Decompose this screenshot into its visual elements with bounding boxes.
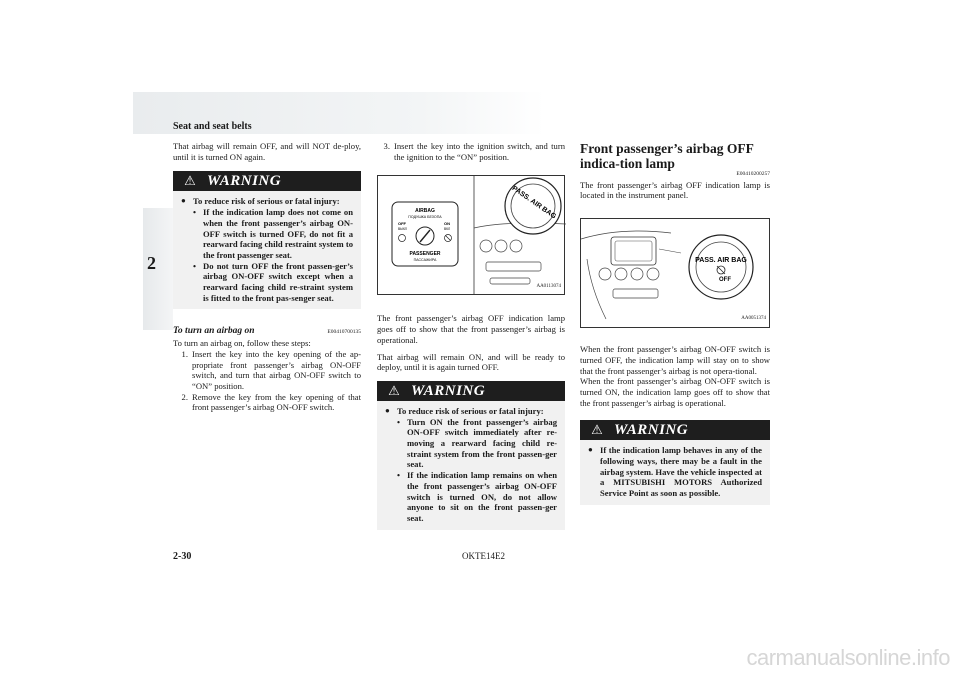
- lamp-label: PASS. AIR BAG: [510, 185, 558, 221]
- figure-code: AA0051374: [741, 316, 766, 322]
- bullet-icon: ●: [385, 405, 390, 415]
- warning-title: WARNING: [614, 421, 689, 438]
- subheading-text: To turn an airbag on: [173, 326, 255, 337]
- warning-triangle-icon: ⚠: [184, 173, 196, 189]
- step-item: 3. Insert the key into the ignition switch, and turn the ignition to the “ON” position.: [383, 141, 565, 162]
- bullet-icon: ●: [588, 445, 593, 455]
- lamp-off-label: OFF: [719, 277, 731, 284]
- switch-top-label-ru: ПОДУШКА БЕЗОПА: [408, 215, 442, 220]
- warning-body: [580, 440, 770, 499]
- instrument-panel-drawing: [581, 219, 771, 327]
- doc-code: OKTE14E2: [462, 551, 505, 561]
- bullet-icon: ●: [181, 196, 186, 206]
- switch-illustration: [377, 175, 565, 295]
- paragraph: That airbag will remain ON, and will be ready to deploy, until it is again turned OFF.: [377, 351, 565, 373]
- warning-header: [377, 381, 565, 401]
- section-title: Seat and seat belts: [173, 121, 252, 132]
- warning-box: [580, 420, 770, 505]
- steps-intro: To turn an airbag on, follow these steps:: [173, 338, 311, 349]
- warning-title: WARNING: [411, 382, 486, 399]
- warning-triangle-icon: ⚠: [388, 382, 400, 398]
- instrument-panel-illustration: [580, 218, 770, 328]
- warning-body: [377, 401, 565, 524]
- on-label: ON: [444, 221, 450, 227]
- warning-title: WARNING: [207, 173, 282, 190]
- section-heading-code: E00410200257: [736, 171, 770, 177]
- warning-header: [580, 420, 770, 440]
- warning-body: [173, 191, 361, 303]
- switch-top-label: AIRBAG: [415, 208, 435, 215]
- off-label-ru: ВЫКЛ: [398, 227, 407, 232]
- page-number: 2-30: [173, 551, 192, 562]
- intro-paragraph: That airbag will remain OFF, and will NOT de-ploy, until it is turned ON again.: [173, 141, 361, 162]
- warning-triangle-icon: ⚠: [591, 421, 603, 437]
- column-3: [580, 141, 770, 505]
- airbag-switch-drawing: [378, 176, 566, 294]
- paragraph: When the front passenger’s airbag ON-OFF switch is turned ON, the indication lamp goes off to show that the front passenger’s airbag is operational.: [580, 376, 770, 408]
- chapter-number: 2: [147, 253, 156, 273]
- warning-box: [377, 381, 565, 530]
- section-heading: Front passenger’s airbag OFF indica-tion lamp: [580, 141, 754, 171]
- warning-item: • Do not turn OFF the front passen-ger’s airbag ON-OFF switch except when a rearward facing child re-straint system is fitted to the front pas-senger seat.: [193, 260, 353, 303]
- warning-item: • Turn ON the front passenger’s airbag ON-OFF switch immediately after re-moving a rearward facing child re-straint system from the front passen-ger seat.: [397, 416, 557, 470]
- warning-lead: To reduce risk of serious or fatal injury:: [193, 196, 340, 207]
- switch-bottom-label: PASSENGER: [409, 251, 441, 258]
- warning-item: • If the indication lamp does not come on when the front passenger’s airbag ON-OFF switch is turned OFF, do not fit a rearward facing child restraint system to the front passenger seat.: [193, 207, 353, 260]
- subheading-code: E00410700135: [327, 329, 361, 336]
- column-1: [173, 141, 361, 413]
- on-label-ru: ВКЛ: [444, 227, 451, 232]
- step-item: 1. Insert the key into the key opening of the ap-propriate front passenger’s airbag ON-OFF switch, and turn that airbag ON-OFF switch to “ON” position.: [181, 348, 361, 391]
- warning-item: • If the indication lamp remains on when the front passenger’s airbag ON-OFF switch is turned ON, do not allow anyone to sit on the front passen-ger seat.: [397, 470, 557, 523]
- paragraph: The front passenger’s airbag OFF indication lamp is located in the instrument panel.: [580, 179, 770, 201]
- off-label: OFF: [398, 221, 406, 227]
- warning-header: [173, 171, 361, 191]
- warning-box: [173, 171, 361, 309]
- paragraph: When the front passenger’s airbag ON-OFF switch is turned OFF, the indication lamp will stay on to show that the front passenger’s airbag is not opera-tional.: [580, 344, 770, 376]
- column-2: [377, 141, 565, 530]
- step-item: 2. Remove the key from the key opening of that front passenger’s airbag ON-OFF switch.: [181, 391, 361, 413]
- watermark: carmanualsonline.info: [746, 645, 950, 670]
- switch-bottom-label-ru: ПАССАЖИРА: [413, 258, 437, 263]
- paragraph: The front passenger’s airbag OFF indication lamp goes off to show that the front passenger’s airbag is operational.: [377, 313, 565, 345]
- warning-lead: To reduce risk of serious or fatal injury:: [397, 405, 544, 416]
- lamp-label: PASS. AIR BAG: [695, 257, 747, 265]
- steps-list: [173, 349, 361, 413]
- figure-code: AA0113074: [536, 283, 561, 289]
- warning-lead: If the indication lamp behaves in any of the following ways, there may be a fault in the airbag system. Have the vehicle inspected at a MITSUBISHI MOTORS Authorized Service Point as soon as possible.: [600, 445, 762, 499]
- subheading: [173, 326, 361, 338]
